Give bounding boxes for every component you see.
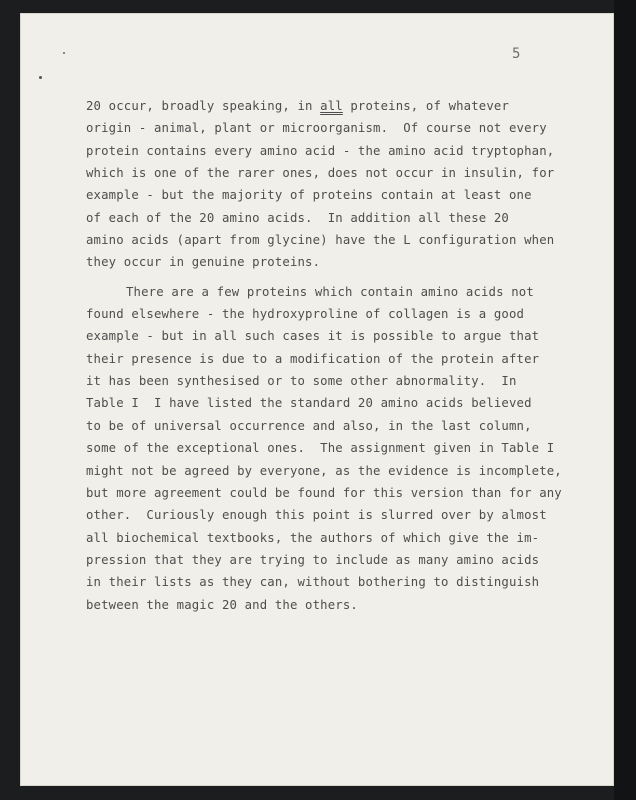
text-line: found elsewhere - the hydroxyproline of collagen is a good: [86, 307, 525, 322]
text-line: Table I I have listed the standard 20 amino acids believed: [86, 396, 532, 411]
text-line: example - but in all such cases it is possible to argue that: [86, 329, 540, 344]
text-segment: proteins, of whatever: [342, 99, 510, 113]
text-line: might not be agreed by everyone, as the evidence is incomplete,: [86, 463, 562, 478]
text-line: other. Curiously enough this point is slurred over by almost: [86, 508, 547, 523]
scan-edge: [614, 0, 636, 800]
text-line: between the magic 20 and the others.: [86, 597, 358, 612]
text-line: their presence is due to a modification of the protein after: [86, 351, 540, 366]
text-line: There are a few proteins which contain amino acids not: [126, 284, 534, 299]
underlined-word: all: [320, 99, 343, 113]
margin-dot: [39, 76, 42, 79]
text-line: it has been synthesised or to some other abnormality. In: [86, 374, 517, 389]
text-line: some of the exceptional ones. The assignment given in Table I: [86, 441, 555, 456]
text-line: but more agreement could be found for this version than for any: [86, 485, 562, 500]
text-line: [86, 95, 556, 117]
text-line: origin - animal, plant or microorganism. Of course not every: [86, 121, 547, 136]
paragraph-gap: [86, 274, 556, 281]
text-line: which is one of the rarer ones, does not occur in insulin, for: [86, 166, 555, 181]
text-line: they occur in genuine proteins.: [86, 255, 321, 270]
page-number: 5: [512, 46, 521, 62]
text-line: in their lists as they can, without bothering to distinguish: [86, 575, 540, 590]
body-text: [86, 95, 562, 616]
text-line: amino acids (apart from glycine) have the L configuration when: [86, 233, 555, 248]
text-line: example - but the majority of proteins contain at least one: [86, 188, 532, 203]
text-segment: 20 occur, broadly speaking, in: [86, 99, 321, 113]
text-line: all biochemical textbooks, the authors of which give the im-: [86, 530, 540, 545]
paper-mark: [63, 52, 65, 54]
text-line: of each of the 20 amino acids. In addition all these 20: [86, 210, 509, 225]
text-line: to be of universal occurrence and also, in the last column,: [86, 418, 532, 433]
text-line: protein contains every amino acid - the amino acid tryptophan,: [86, 143, 555, 158]
text-line: pression that they are trying to include as many amino acids: [86, 552, 540, 567]
